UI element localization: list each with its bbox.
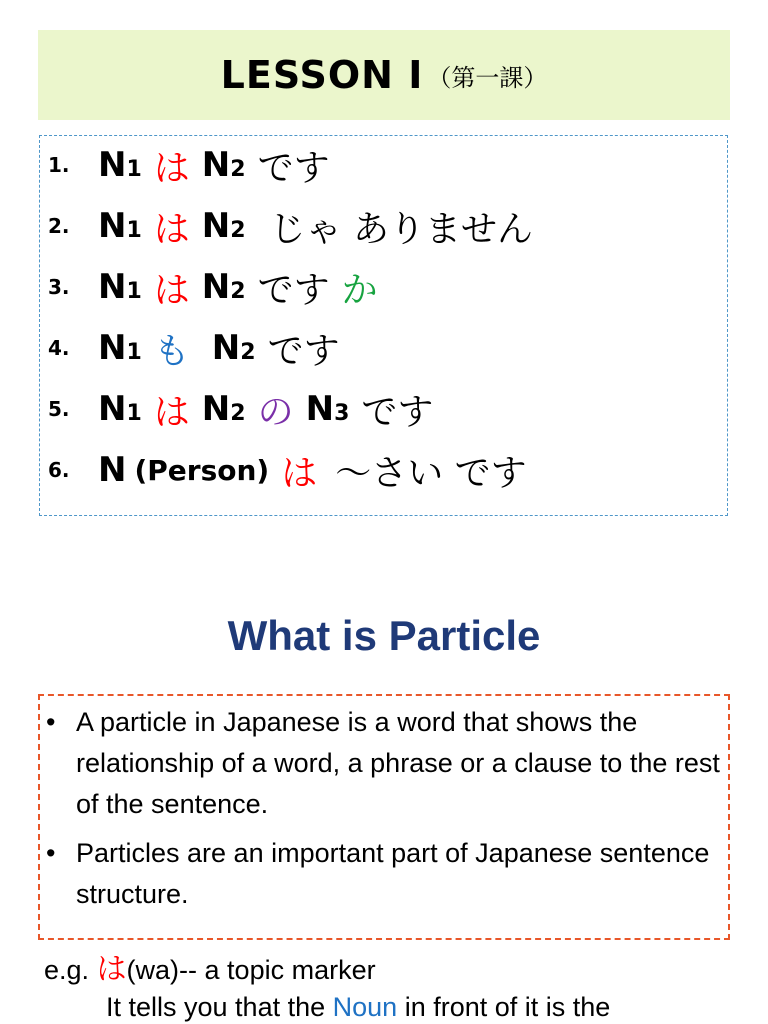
pattern-row-2	[48, 198, 533, 254]
particle-wa: は	[281, 452, 318, 494]
explanation-line	[106, 992, 610, 1023]
example-reading: (wa)-- a topic marker	[126, 955, 376, 985]
particle-mo: も	[153, 330, 190, 372]
noun-2: N2	[211, 328, 256, 368]
lesson-title: LESSON Ⅰ	[220, 53, 424, 97]
lesson-subtitle: （第一課）	[427, 63, 548, 92]
person-label: (Person)	[134, 453, 270, 487]
negative-copula: じゃ ありません	[269, 208, 534, 250]
particle-wa: は	[153, 208, 190, 250]
copula: です	[361, 391, 434, 433]
particle-definition-box	[38, 694, 730, 940]
explanation-before: It tells you that the	[106, 992, 333, 1022]
age-copula: ～さい です	[335, 452, 527, 494]
sentence-patterns-box	[39, 135, 728, 516]
noun-1: N1	[98, 145, 142, 185]
pattern-number: 2.	[48, 214, 70, 238]
explanation-highlight: Noun	[332, 992, 398, 1022]
section-title: What is Particle	[227, 612, 541, 659]
copula: です	[257, 269, 330, 311]
particle-wa: は	[153, 269, 190, 311]
noun-1: N1	[98, 389, 142, 429]
particle-ka: か	[341, 269, 378, 311]
lesson-header	[38, 30, 730, 120]
particle-no: の	[257, 391, 294, 433]
noun-2: N2	[201, 145, 246, 185]
pattern-number: 6.	[48, 458, 70, 482]
bullet-item: • Particles are an important part of Japanese sentence structure.	[76, 833, 720, 915]
example-prefix: e.g.	[44, 955, 97, 985]
noun: N	[98, 450, 127, 490]
pattern-number: 4.	[48, 336, 70, 360]
pattern-row-5	[48, 381, 433, 437]
pattern-number: 5.	[48, 397, 70, 421]
noun-2: N2	[201, 206, 246, 246]
noun-1: N1	[98, 206, 142, 246]
copula: です	[257, 147, 330, 189]
example-particle: は	[96, 953, 127, 986]
bullet-list	[40, 696, 728, 915]
noun-2: N2	[201, 389, 246, 429]
noun-3: N3	[305, 389, 350, 429]
pattern-row-1	[48, 137, 330, 193]
pattern-number: 1.	[48, 153, 70, 177]
explanation-after: in front of it is the	[397, 992, 611, 1022]
pattern-row-4	[48, 320, 340, 376]
noun-2: N2	[201, 267, 246, 307]
particle-wa: は	[153, 147, 190, 189]
bullet-item: • A particle in Japanese is a word that shows the relationship of a word, a phrase or a clause to the rest of the sentence.	[76, 702, 720, 825]
pattern-row-3	[48, 259, 378, 315]
pattern-number: 3.	[48, 275, 70, 299]
noun-1: N1	[98, 267, 142, 307]
copula: です	[267, 330, 340, 372]
pattern-row-6	[48, 442, 527, 498]
particle-wa: は	[153, 391, 190, 433]
noun-1: N1	[98, 328, 142, 368]
example-line	[44, 944, 376, 988]
